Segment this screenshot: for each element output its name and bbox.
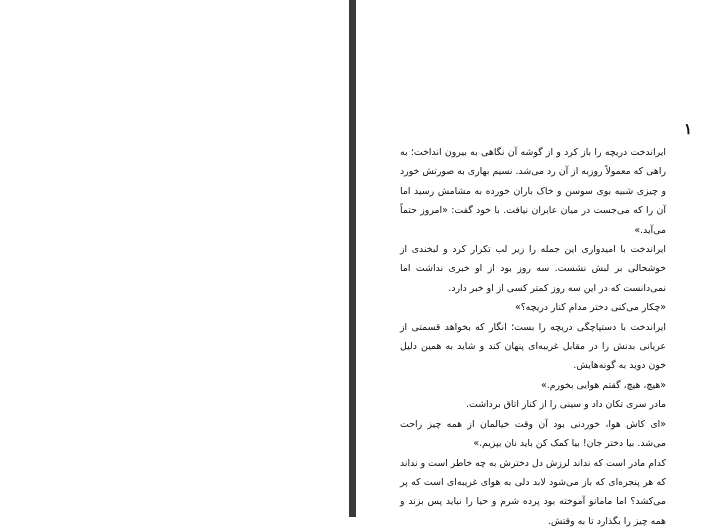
body-text	[400, 143, 666, 531]
paragraph: مادر سری تکان داد و سینی را از کنار اتاق برداشت.	[400, 395, 666, 414]
paragraph: ایراندخت با امیدواری این جمله را زیر لب تکرار کرد و لبخندی از خوشحالی بر لبش نشست. سه روز بود از او خبری نداشت اما نمی‌دانست که در این سه روز کمتر کسی از او خبر دارد.	[400, 240, 666, 298]
paragraph: ایراندخت با دستپاچگی دریچه را بست؛ انگار که بخواهد قسمتی از عریانی بدنش را در مقابل غریبه‌ای پنهان کند و شاید به همین دلیل خون دوید به گونه‌هایش.	[400, 318, 666, 376]
paragraph: کدام مادر است که نداند لرزش دل دخترش به چه خاطر است و نداند که هر پنجره‌ای که باز می‌شود لابد دلی به هوای غریبه‌ای است که پر می‌کشد؟ اما مامانو آموخته بود پرده شرم و حیا را نباید پس بزند و همه چیز را بگذارد تا به وقتش.	[400, 454, 666, 531]
paragraph: «هیچ، هیچ، گفتم هوایی بخورم.»	[400, 376, 666, 395]
left-page	[0, 0, 349, 517]
chapter-number: ۱	[684, 120, 692, 138]
paragraph: «ای کاش هوا، خوردنی بود آن وقت خیالمان از همه چیز راحت می‌شد. بیا دختر جان! بیا کمک کن باید نان بپزیم.»	[400, 415, 666, 454]
right-page	[356, 0, 716, 517]
paragraph: «چکار می‌کنی دختر مدام کنار دریچه؟»	[400, 298, 666, 317]
page-gutter	[349, 0, 356, 517]
paragraph: ایراندخت دریچه را باز کرد و از گوشه آن نگاهی به بیرون انداخت؛ به راهی که معمولاً روزبه از آن رد می‌شد. نسیم بهاری به صورتش خورد و چیزی شبیه بوی سوسن و خاک باران خورده به مشامش رسید اما آن را که می‌جست در میان عابران نیافت. با خود گفت: «امروز حتماً می‌آید.»	[400, 143, 666, 240]
